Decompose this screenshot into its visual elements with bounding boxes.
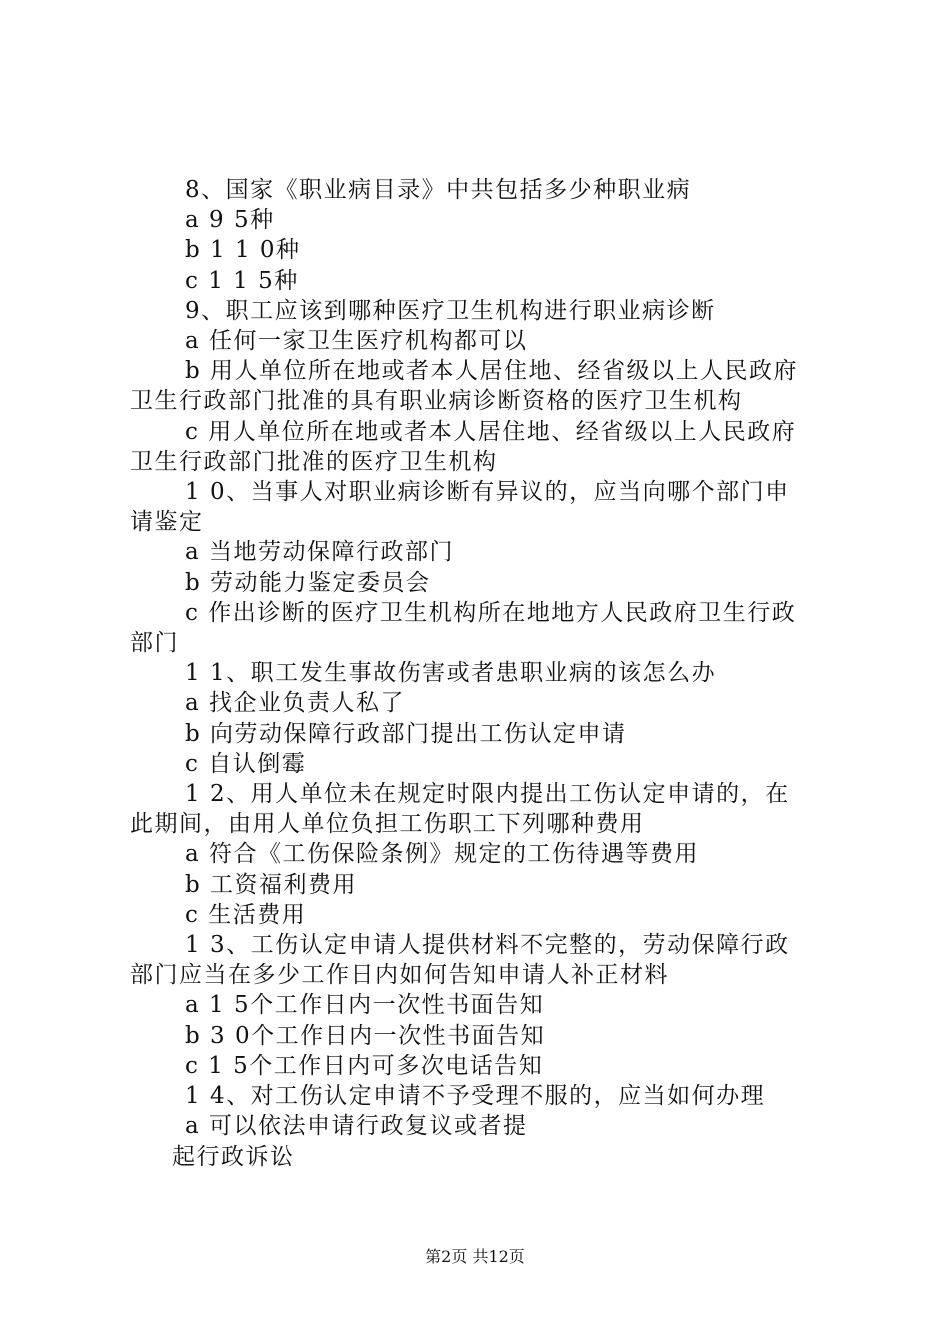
text-line: 8、国家《职业病目录》中共包括多少种职业病: [185, 177, 692, 203]
text-line: a 9 5种: [185, 207, 275, 234]
page-footer: 第2页 共12页: [425, 1247, 525, 1266]
text-line: 部门: [130, 630, 179, 657]
text-line: 卫生行政部门批准的具有职业病诊断资格的医疗卫生机构: [130, 388, 743, 415]
text-line: c 1 5个工作日内可多次电话告知: [185, 1052, 544, 1079]
text-line: c 1 1 5种: [185, 267, 299, 294]
text-line: 1 0、当事人对职业病诊断有异议的，应当向哪个部门申: [185, 479, 790, 506]
text-line: 1 1、职工发生事故伤害或者患职业病的该怎么办: [185, 660, 717, 687]
text-line: 9、职工应该到哪种医疗卫生机构进行职业病诊断: [185, 297, 716, 324]
text-line: b 工资福利费用: [185, 871, 358, 898]
text-line: 1 4、对工伤认定申请不予受理不服的，应当如何办理: [185, 1083, 766, 1110]
text-line: c 生活费用: [185, 901, 307, 928]
text-line: c 自认倒霉: [185, 750, 307, 777]
text-line: 起行政诉讼: [172, 1143, 295, 1170]
text-line: 卫生行政部门批准的医疗卫生机构: [130, 448, 498, 475]
text-line: b 用人单位所在地或者本人居住地、经省级以上人民政府: [185, 358, 799, 385]
text-line: a 当地劳动保障行政部门: [185, 539, 455, 566]
text-line: a 任何一家卫生医疗机构都可以: [185, 328, 528, 355]
text-line: 1 3、工伤认定申请人提供材料不完整的，劳动保障行政: [185, 932, 790, 959]
text-line: 请鉴定: [130, 509, 204, 536]
text-line: a 可以依法申请行政复议或者提: [185, 1113, 528, 1140]
text-line: c 作出诊断的医疗卫生机构所在地地方人民政府卫生行政: [185, 599, 797, 626]
text-line: 此期间，由用人单位负担工伤职工下列哪种费用: [130, 811, 645, 838]
text-line: b 向劳动保障行政部门提出工伤认定申请: [185, 720, 627, 747]
document-body: [130, 175, 830, 1172]
text-line: 1 2、用人单位未在规定时限内提出工伤认定申请的，在: [185, 781, 790, 808]
text-line: b 3 0个工作日内一次性书面告知: [185, 1022, 546, 1049]
text-line: b 劳动能力鉴定委员会: [185, 569, 431, 596]
text-line: c 用人单位所在地或者本人居住地、经省级以上人民政府: [185, 418, 797, 445]
text-line: a 找企业负责人私了: [185, 690, 406, 717]
text-line: a 符合《工伤保险条例》规定的工伤待遇等费用: [185, 841, 700, 868]
text-line: b 1 1 0种: [185, 237, 301, 264]
text-line: 部门应当在多少工作日内如何告知申请人补正材料: [130, 962, 669, 989]
text-line: a 1 5个工作日内一次性书面告知: [185, 992, 545, 1019]
